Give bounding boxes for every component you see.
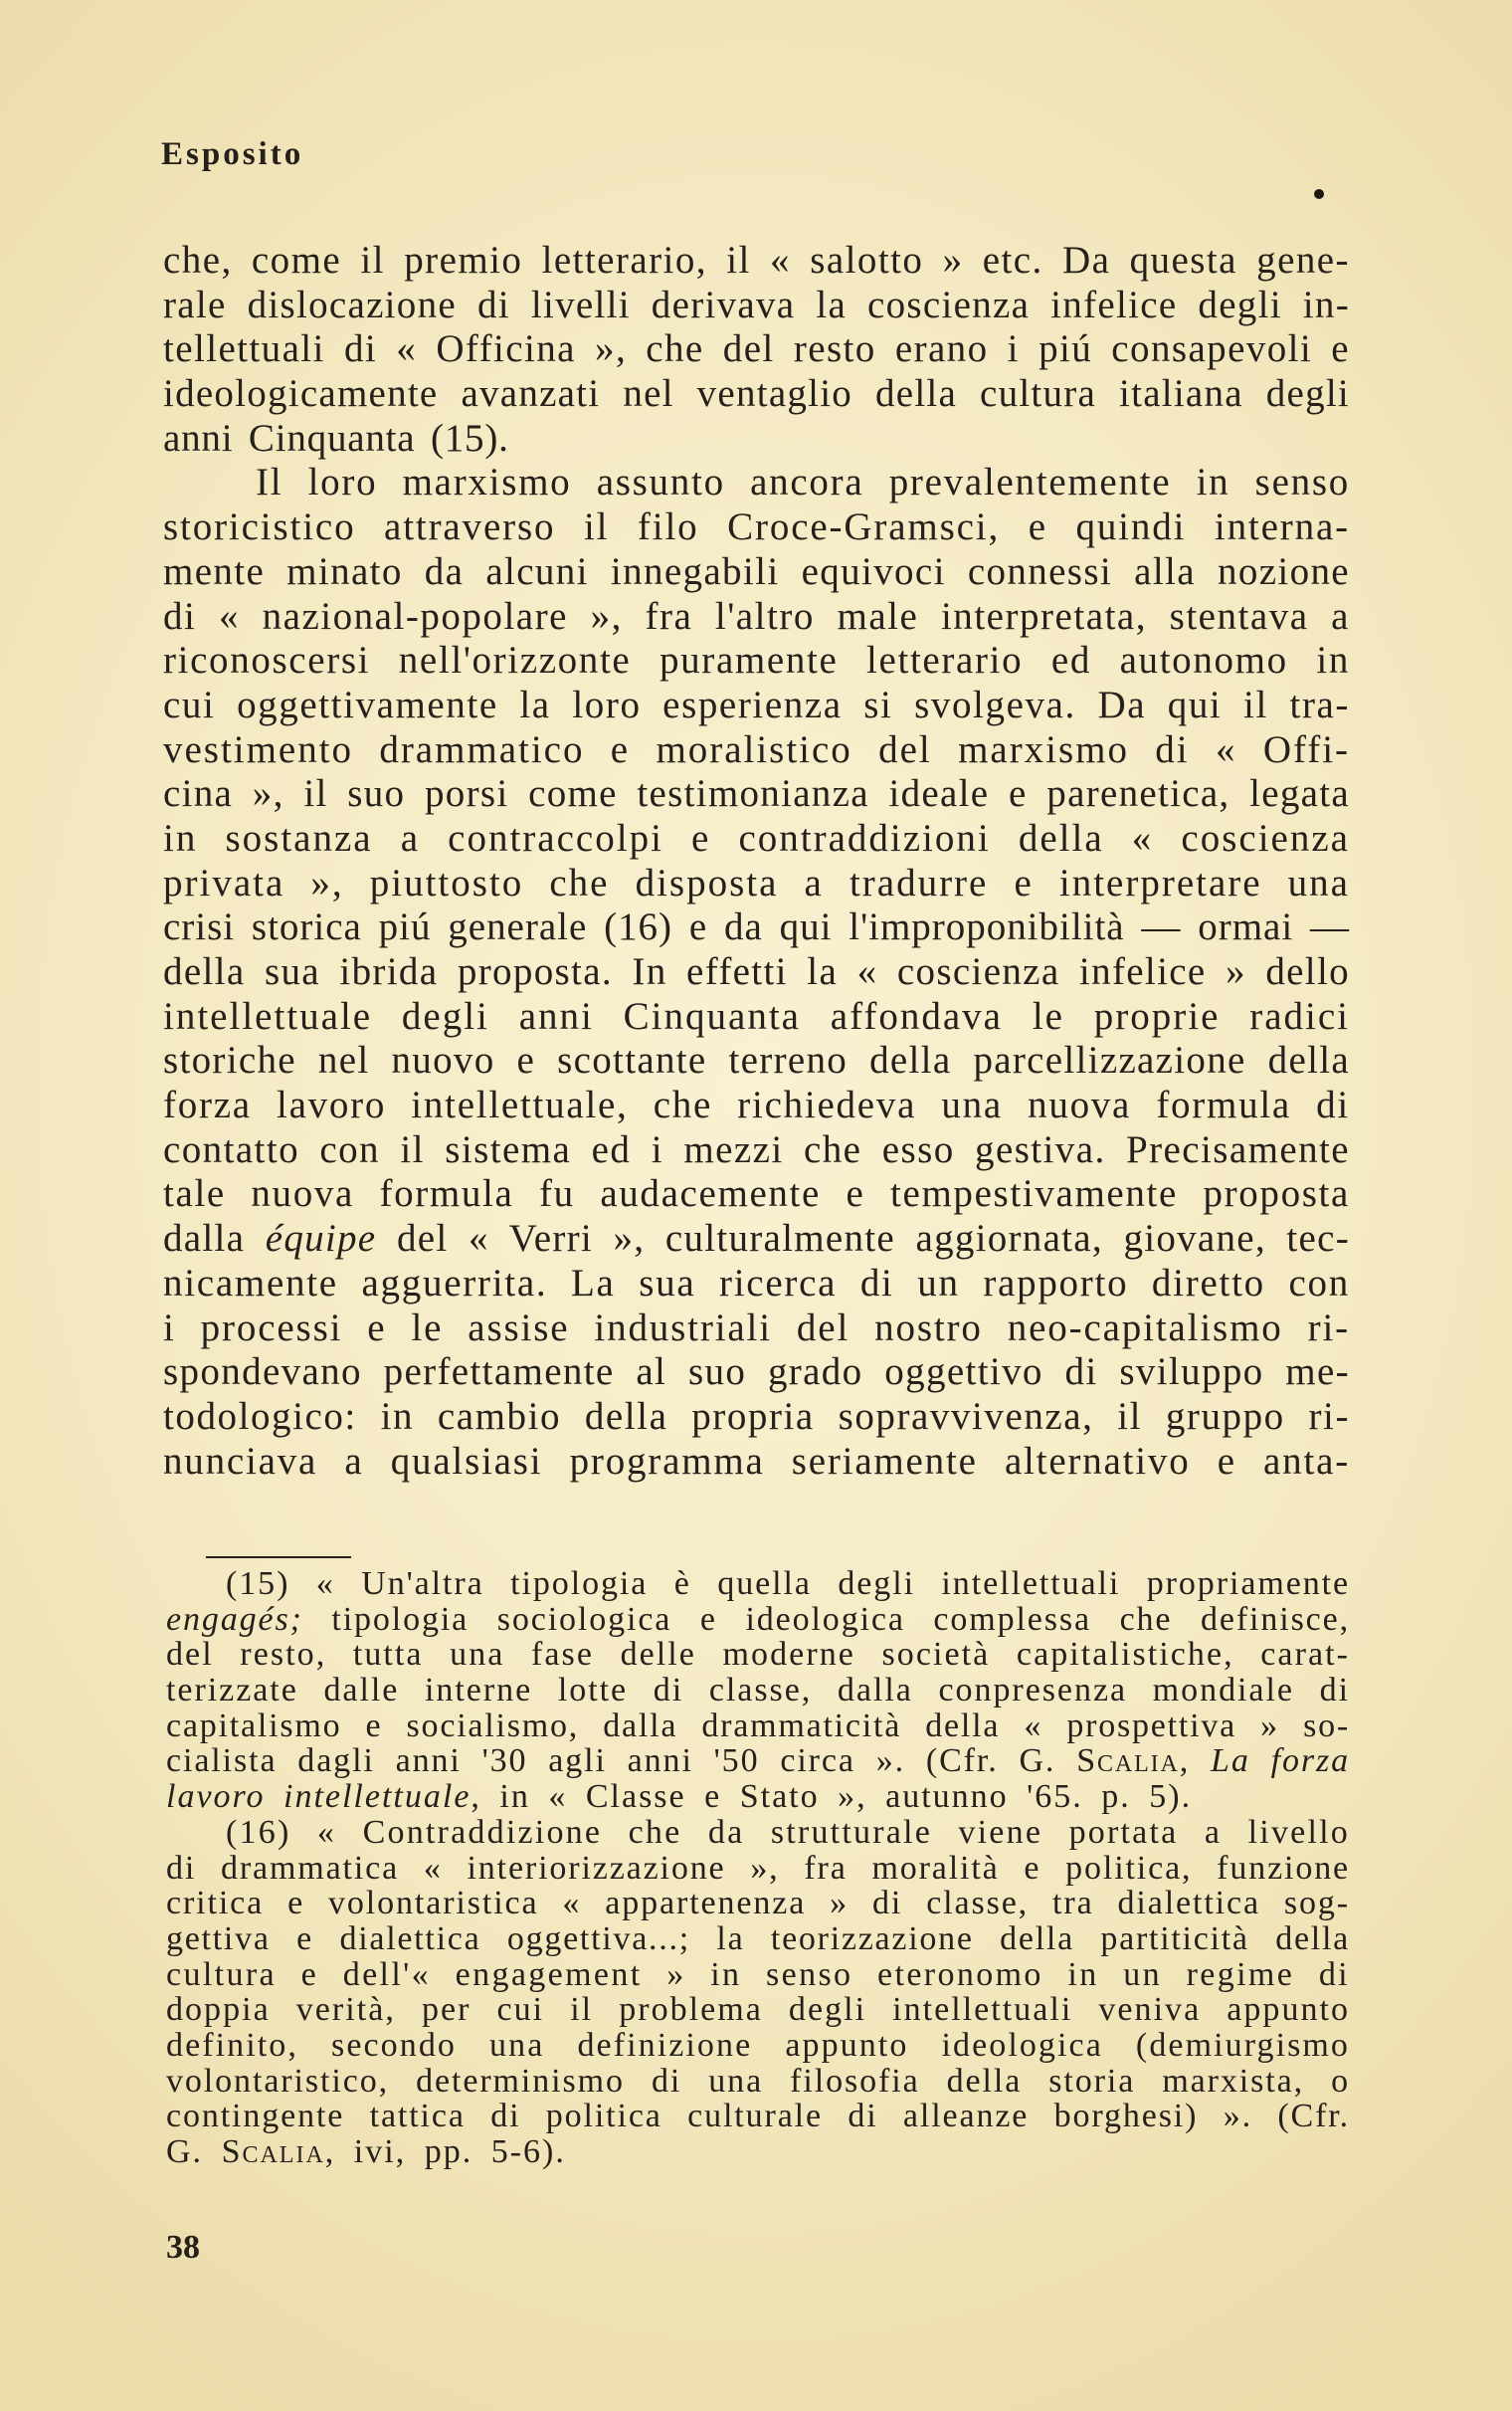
text-run: del « Verri », culturalmente aggiornata, giovane, tec- [376, 1217, 1350, 1261]
text-line [226, 1815, 1350, 1851]
text-line [163, 595, 1350, 640]
page-number: 38 [166, 2229, 200, 2266]
line-text: rale dislocazione di livelli derivava la coscienza infelice degli in- [163, 283, 1350, 326]
line-text: gettiva e dialettica oggettiva...; la teorizzazione della partiticità della [166, 1919, 1350, 1957]
text-line [256, 461, 1350, 505]
text-line [163, 639, 1350, 684]
line-text: storicistico attraverso il filo Croce-Gramsci, e quindi interna- [163, 505, 1350, 549]
text-line [166, 1851, 1350, 1887]
text-run: dalla [163, 1217, 266, 1261]
text-run: , ivi, pp. 5-6). [324, 2133, 566, 2170]
text-line [166, 1637, 1350, 1673]
line-text: privata », piuttosto che disposta a tradurre e interpretare una [163, 861, 1350, 904]
text-line [163, 1440, 1350, 1485]
line-text: contatto con il sistema ed i mezzi che esso gestiva. Precisamente [163, 1127, 1350, 1171]
line-text: mente minato da alcuni innegabili equivoci connessi alla nozione [163, 549, 1350, 593]
text-line [166, 1602, 1350, 1638]
italic-text-run: La forza [1211, 1742, 1350, 1780]
line-text: in sostanza a contraccolpi e contraddizioni della « coscienza [163, 816, 1350, 860]
line-text: i processi e le assise industriali del nostro neo-capitalismo ri- [163, 1306, 1350, 1349]
text-line [163, 728, 1350, 773]
line-text: definito, secondo una definizione appunto ideologica (demiurgismo [166, 2026, 1350, 2064]
text-line [163, 1217, 1350, 1262]
line-text: spondevano perfettamente al suo grado oggettivo di sviluppo me- [163, 1350, 1350, 1394]
line-text: vestimento drammatico e moralistico del marxismo di « Offi- [163, 727, 1350, 771]
line-text: volontaristico, determinismo di una filosofia della storia marxista, o [166, 2062, 1350, 2100]
line-text: tellettuali di « Officina », che del resto erano i piú consapevoli e [163, 327, 1350, 371]
text-line [163, 1039, 1350, 1084]
line-text: intellettuale degli anni Cinquanta affondava le proprie radici [163, 994, 1350, 1038]
text-line [163, 417, 1350, 462]
line-text: cultura e dell'« engagement » in senso eteronomo in un regime di [166, 1955, 1350, 1993]
text-line [163, 862, 1350, 906]
text-line [163, 1172, 1350, 1217]
line-text: crisi storica piú generale (16) e da qui l'improponibilità — ormai — [163, 905, 1350, 949]
text-line [166, 1708, 1350, 1744]
text-line [163, 817, 1350, 862]
footnote [166, 1566, 1350, 1815]
text-line [163, 550, 1350, 595]
line-text: cina », il suo porsi come testimonianza ideale e parenetica, legata [163, 772, 1350, 816]
line-text: cui oggettivamente la loro esperienza si svolgeva. Da qui il tra- [163, 683, 1350, 726]
line-text: ideologicamente avanzati nel ventaglio della cultura italiana degli [163, 372, 1350, 416]
text-line [163, 505, 1350, 550]
text-line [163, 995, 1350, 1040]
footnote [166, 1815, 1350, 2170]
text-line [166, 2064, 1350, 2100]
line-text [166, 1602, 1350, 1638]
line-text: che, come il premio letterario, il « salotto » etc. Da questa gene- [163, 239, 1350, 282]
line-text [166, 2134, 566, 2170]
smallcaps-text-run: Scalia [1076, 1742, 1180, 1780]
text-run: , [1179, 1742, 1212, 1780]
italic-text-run: équipe [265, 1217, 377, 1261]
footnotes [166, 1566, 1350, 2170]
text-line [163, 1084, 1350, 1128]
line-text: Il loro marxismo assunto ancora prevalentemente in senso [256, 461, 1350, 504]
line-text: todologico: in cambio della propria sopravvivenza, il gruppo ri- [163, 1394, 1350, 1438]
line-text: contingente tattica di politica culturale di alleanze borghesi) ». (Cfr. [166, 2098, 1350, 2135]
ink-spot [1314, 189, 1324, 199]
line-text: del resto, tutta una fase delle moderne società capitalistiche, carat- [166, 1636, 1350, 1674]
line-text [166, 1779, 1192, 1815]
line-text: (16) « Contraddizione che da strutturale viene portata a livello [226, 1813, 1350, 1851]
smallcaps-text-run: Scalia [221, 2133, 325, 2170]
text-line [163, 1350, 1350, 1395]
line-text [163, 1217, 1350, 1262]
line-text: capitalismo e socialismo, dalla drammaticità della « prospettiva » so- [166, 1707, 1350, 1744]
text-line [166, 2134, 1350, 2170]
line-text: tale nuova formula fu audacemente e tempestivamente proposta [163, 1172, 1350, 1216]
italic-text-run: lavoro intellettuale [166, 1778, 472, 1816]
text-line [163, 1306, 1350, 1351]
italic-text-run: engagés; [166, 1600, 303, 1638]
text-run: cialista dagli anni '30 agli anni '50 circa ». (Cfr. G. [166, 1742, 1077, 1780]
main-text [163, 239, 1350, 1484]
paragraph [163, 461, 1350, 1484]
text-line [166, 2028, 1350, 2064]
text-line [166, 1743, 1350, 1779]
line-text: storiche nel nuovo e scottante terreno della parcellizzazione della [163, 1039, 1350, 1083]
text-line [166, 1886, 1350, 1921]
line-text: di drammatica « interiorizzazione », fra moralità e politica, funzione [166, 1849, 1350, 1887]
text-line [166, 2099, 1350, 2134]
text-line [163, 284, 1350, 328]
line-text: della sua ibrida proposta. In effetti la « coscienza infelice » dello [163, 950, 1350, 993]
line-text: (15) « Un'altra tipologia è quella degli intellettuali propriamente [226, 1565, 1350, 1602]
text-line [166, 1921, 1350, 1957]
text-line [163, 950, 1350, 995]
text-line [163, 327, 1350, 372]
text-line [163, 239, 1350, 284]
text-line [166, 1992, 1350, 2028]
paragraph [163, 239, 1350, 461]
line-text: forza lavoro intellettuale, che richiedeva una nuova formula di [163, 1084, 1350, 1127]
text-line [163, 1262, 1350, 1306]
text-line [166, 1779, 1350, 1815]
line-text: nunciava a qualsiasi programma seriamente alternativo e anta- [163, 1439, 1350, 1483]
text-line [166, 1673, 1350, 1708]
line-text: riconoscersi nell'orizzonte puramente letterario ed autonomo in [163, 639, 1350, 683]
text-run: G. [166, 2133, 222, 2170]
line-text: di « nazional-popolare », fra l'altro male interpretata, stentava a [163, 594, 1350, 638]
line-text: anni Cinquanta (15). [163, 416, 509, 460]
text-line [163, 684, 1350, 728]
running-head: Esposito [161, 136, 304, 172]
text-line [163, 372, 1350, 417]
text-run: tipologia sociologica e ideologica complessa che definisce, [302, 1600, 1350, 1638]
text-run: , in « Classe e Stato », autunno '65. p. 5). [471, 1778, 1193, 1816]
line-text: terizzate dalle interne lotte di classe, dalla conpresenza mondiale di [166, 1672, 1350, 1709]
text-line [163, 1128, 1350, 1173]
text-line [226, 1566, 1350, 1602]
text-line [163, 905, 1350, 950]
text-line [166, 1957, 1350, 1993]
line-text: doppia verità, per cui il problema degli intellettuali veniva appunto [166, 1991, 1350, 2029]
text-line [163, 1395, 1350, 1440]
footnote-rule [206, 1556, 351, 1558]
line-text: critica e volontaristica « appartenenza » di classe, tra dialettica sog- [166, 1885, 1350, 1922]
line-text [166, 1743, 1350, 1779]
text-line [163, 772, 1350, 817]
line-text: nicamente agguerrita. La sua ricerca di un rapporto diretto con [163, 1261, 1350, 1305]
